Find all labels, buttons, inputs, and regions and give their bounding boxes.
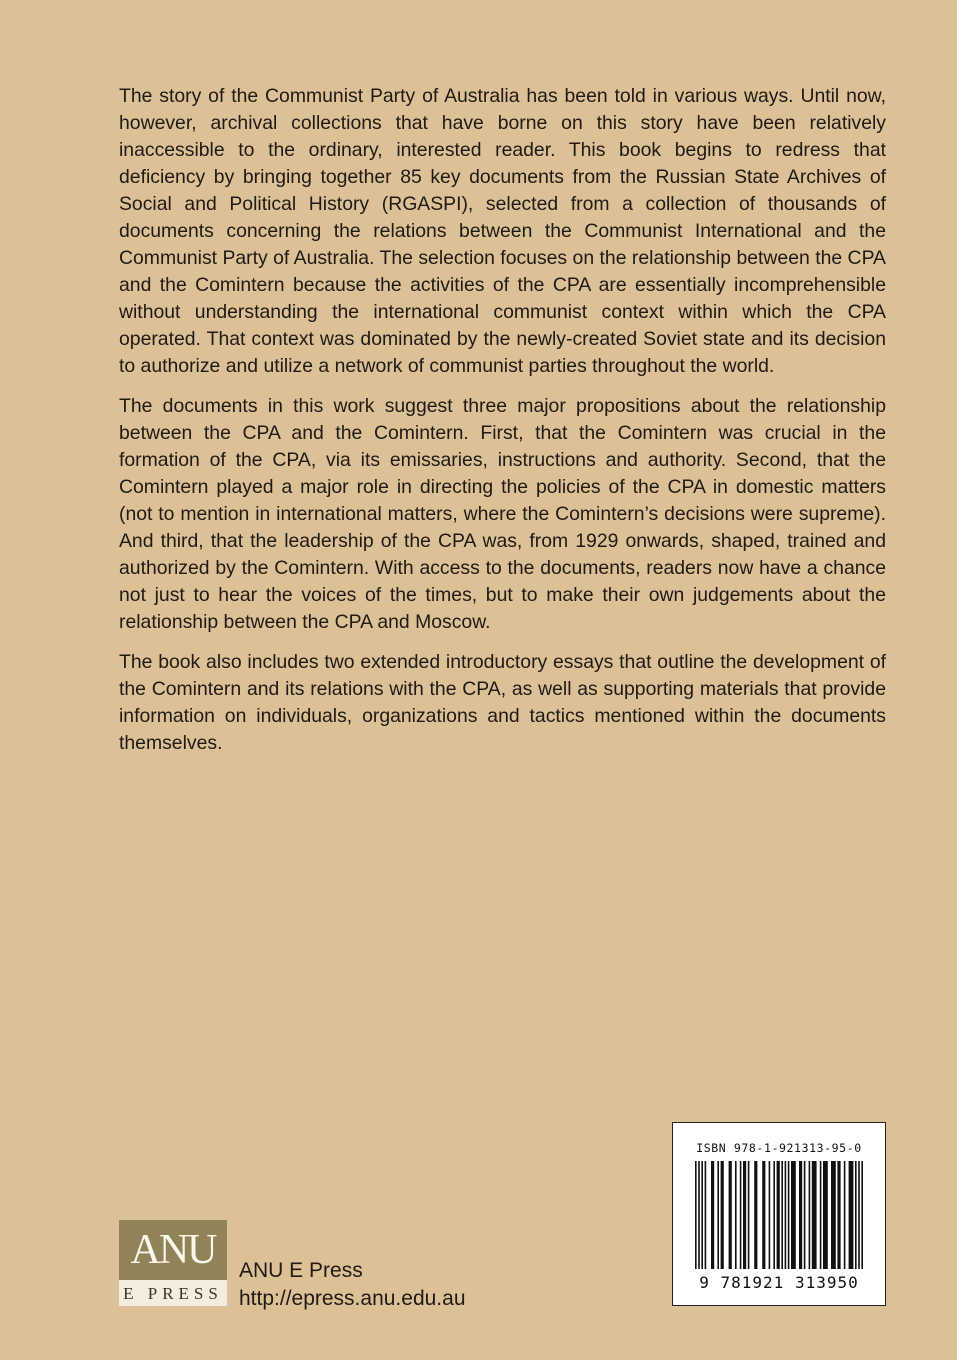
barcode-box [672, 1122, 886, 1306]
barcode-bar [791, 1161, 796, 1269]
isbn-label: ISBN 978-1-921313-95-0 [696, 1141, 862, 1155]
publisher-url[interactable]: http://epress.anu.edu.au [239, 1287, 466, 1310]
barcode-bar [812, 1161, 817, 1269]
barcode-bar [809, 1161, 811, 1269]
barcode-bar [781, 1161, 783, 1269]
logo-epress-text: E PRESS [123, 1284, 223, 1303]
barcode-bar [788, 1161, 790, 1269]
barcode-digits: 9 781921 313950 [699, 1273, 859, 1292]
barcode-bar [729, 1161, 732, 1269]
barcode-bar [777, 1161, 780, 1269]
barcode-bar [849, 1161, 854, 1269]
barcode-bar [785, 1161, 787, 1269]
blurb-paragraph-2: The documents in this work suggest three major propositions about the relationship between the CPA and the Comintern. First, that the Comintern was crucial in the formation of the CPA, via its emissaries, instructions and authority. Second, that the Comintern played a major role in directing the policies of the CPA in domestic matters (not to mention in international matters, where the Comintern’s decisions were supreme). And third, that the leadership of the CPA was, from 1929 onwards, shaped, trained and authorized by the Comintern. With access to the documents, readers now have a chance not just to hear the voices of the times, but to make their own judgements about the relationship between the CPA and Moscow. [119, 395, 886, 633]
barcode-bars [695, 1161, 865, 1271]
barcode-bar [711, 1161, 714, 1269]
back-cover-blurb [119, 83, 886, 770]
publisher-info [239, 1257, 466, 1313]
barcode-bar [701, 1161, 703, 1269]
barcode-bar [735, 1161, 737, 1269]
barcode-bar [844, 1161, 846, 1269]
barcode-bar [858, 1161, 860, 1269]
barcode-bar [695, 1161, 697, 1269]
anu-press-logo [119, 1220, 227, 1306]
barcode-bar [717, 1161, 719, 1269]
barcode-bar [762, 1161, 765, 1269]
barcode-bar [823, 1161, 828, 1269]
barcode-bar [837, 1161, 840, 1269]
barcode-bar [740, 1161, 742, 1269]
barcode-bar [799, 1161, 802, 1269]
barcode-bar [861, 1161, 863, 1269]
barcode-bar [754, 1161, 757, 1269]
barcode-bar [831, 1161, 836, 1269]
barcode-bar [748, 1161, 750, 1269]
publisher-name: ANU E Press [239, 1259, 363, 1282]
barcode-bar [773, 1161, 775, 1269]
blurb-paragraph-3: The book also includes two extended introductory essays that outline the development of the Comintern and its relations with the CPA, as well as supporting materials that provide information on individuals, organizations and tactics mentioned within the documents themselves. [119, 651, 886, 754]
barcode-bar [855, 1161, 857, 1269]
barcode-bar [721, 1161, 724, 1269]
logo-anu-text: ANU [119, 1220, 227, 1280]
barcode-bar [769, 1161, 771, 1269]
barcode-bar [705, 1161, 707, 1269]
barcode-bar [804, 1161, 806, 1269]
barcode-bar [698, 1161, 700, 1269]
barcode-bar [820, 1161, 822, 1269]
blurb-paragraph-1: The story of the Communist Party of Australia has been told in various ways. Until now, however, archival collections that have borne on this story have been relatively inaccessible to the ordinary, interested reader. This book begins to redress that deficiency by bringing together 85 key documents from the Russian State Archives of Social and Political History (RGASPI), selected from a collection of thousands of documents concerning the relations between the Communist International and the Communist Party of Australia. The selection focuses on the relationship between the CPA and the Comintern because the activities of the CPA are essentially incomprehensible without understanding the international communist context within which the CPA operated. That context was dominated by the newly-created Soviet state and its decision to authorize and utilize a network of communist parties throughout the world. [119, 85, 886, 377]
barcode-bar [743, 1161, 746, 1269]
